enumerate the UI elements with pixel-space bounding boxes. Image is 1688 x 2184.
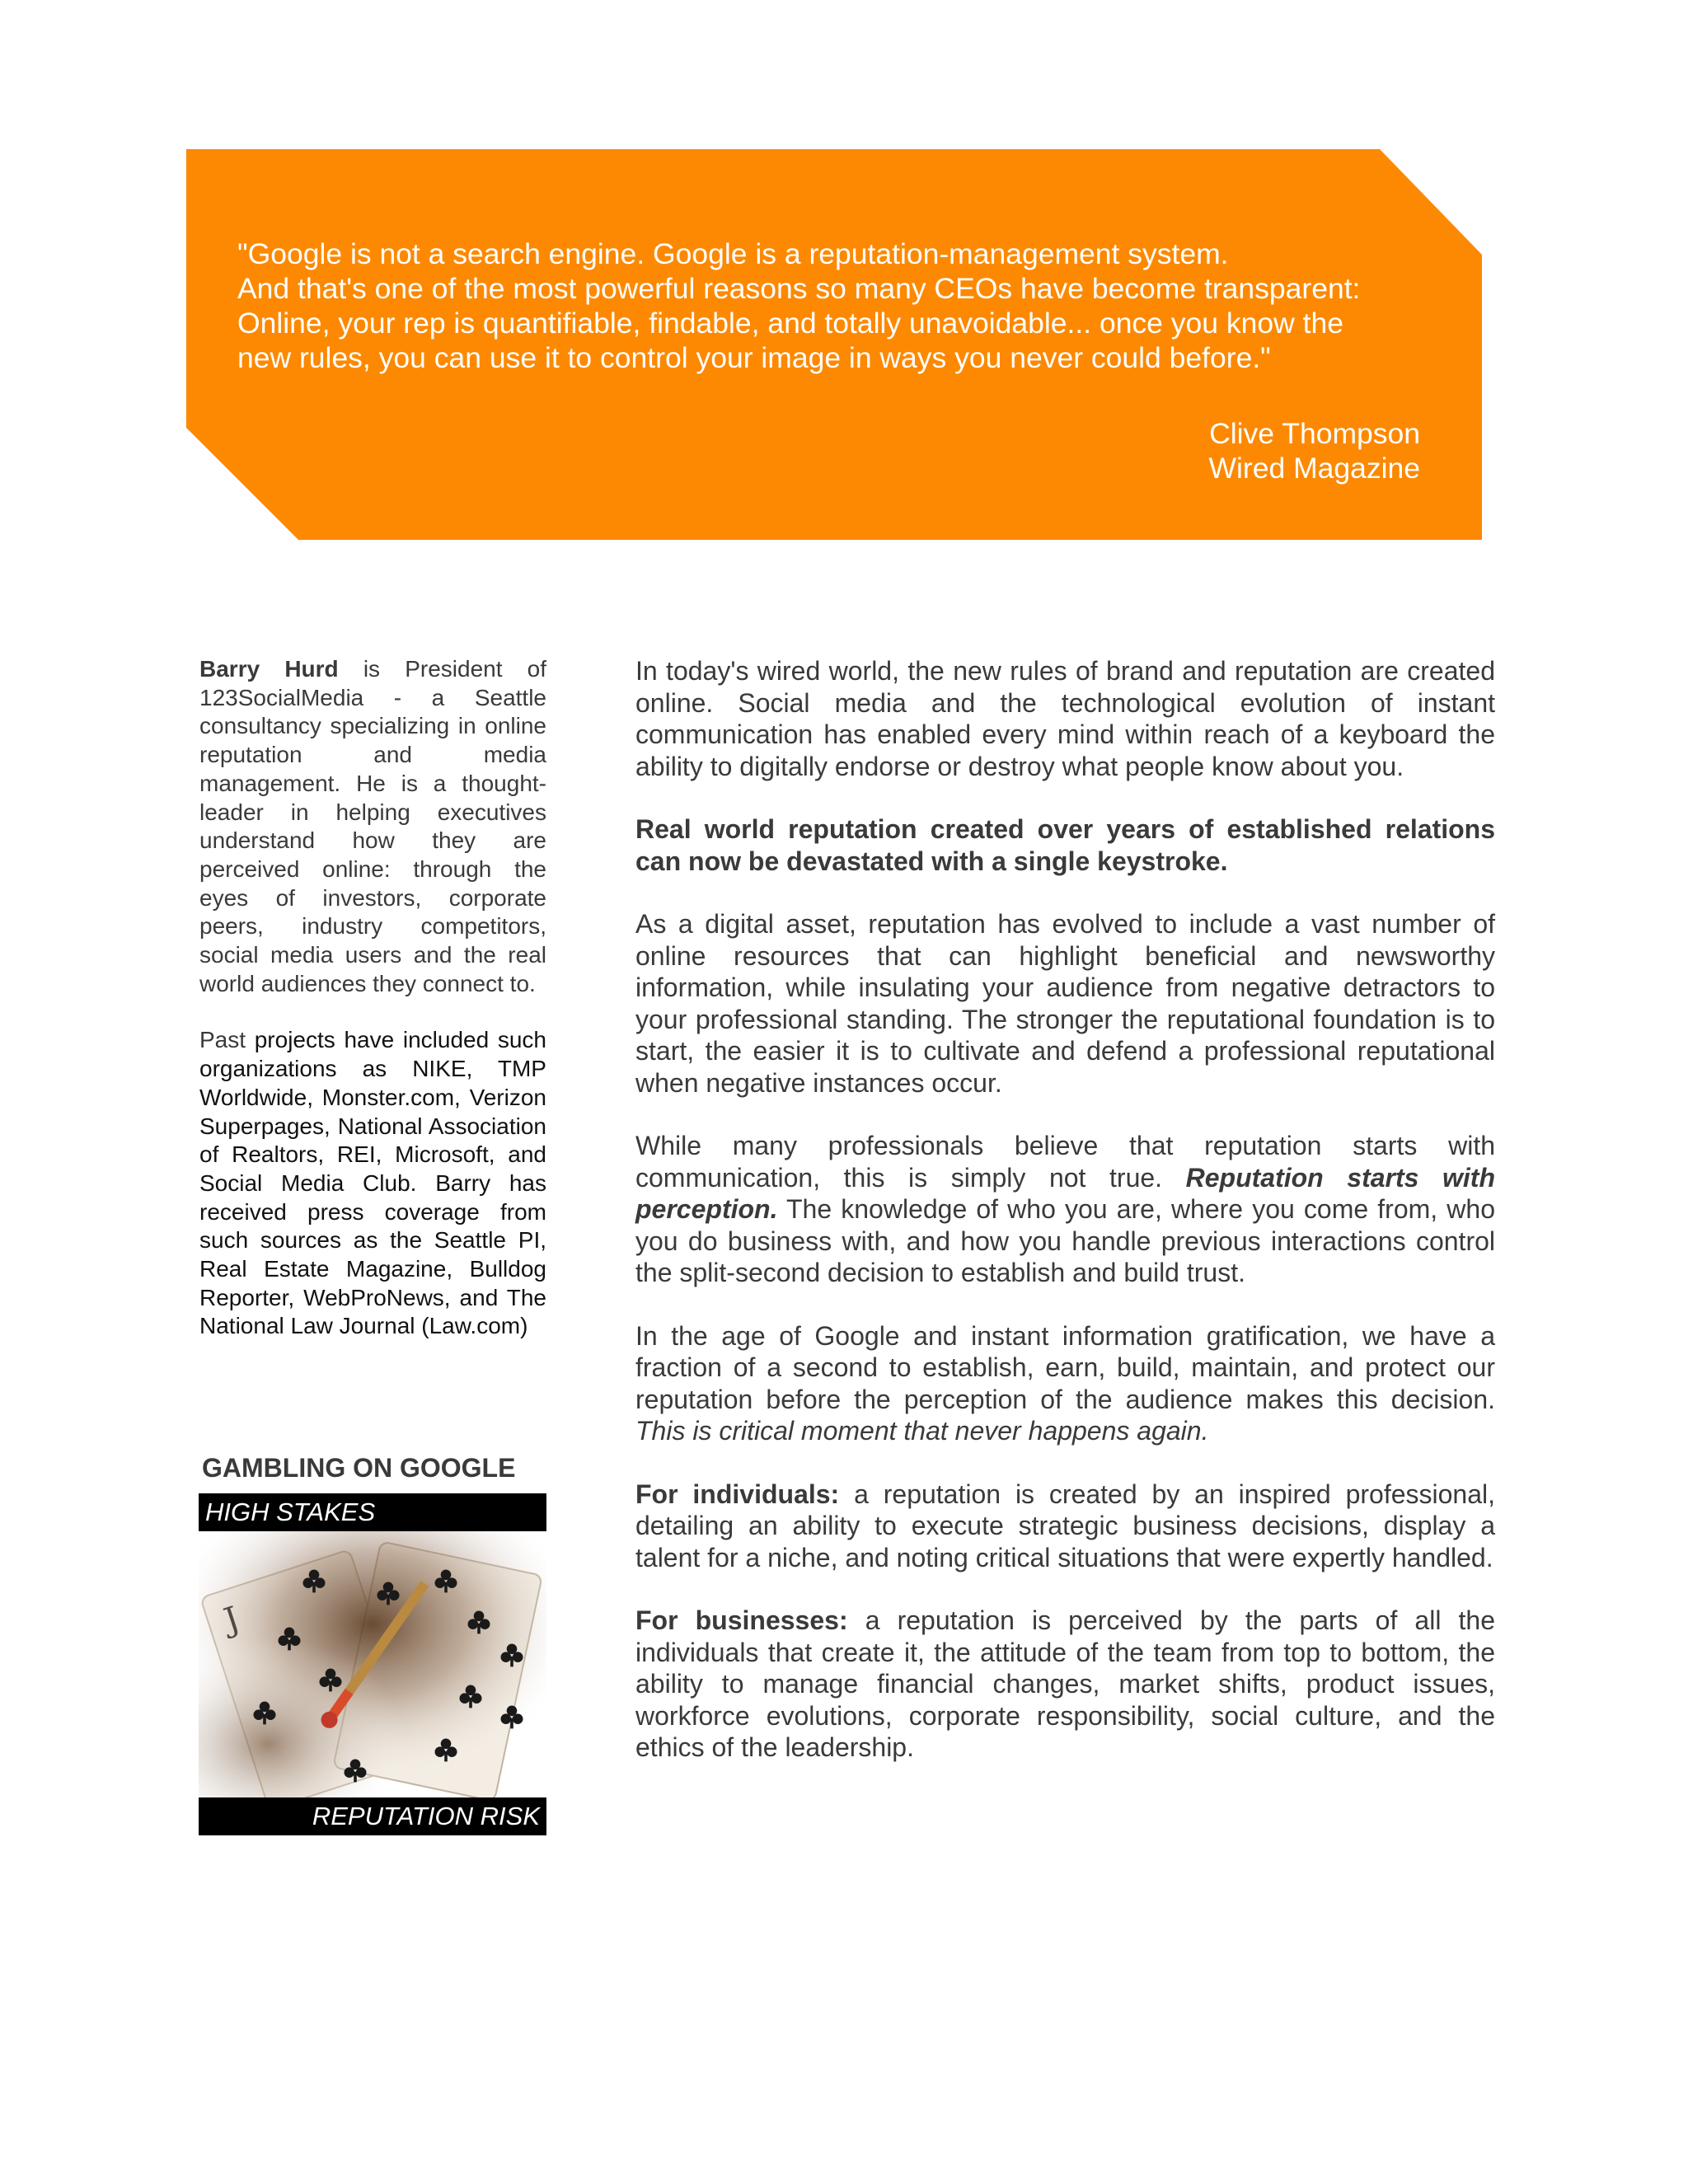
quote-text <box>237 237 1424 375</box>
quote-line: And that's one of the most powerful reasons so many CEOs have become transparent: <box>237 272 1361 305</box>
article-paragraph <box>635 1605 1495 1764</box>
bio-name: Barry Hurd <box>199 656 339 682</box>
main-article <box>635 655 1495 1795</box>
projects-paragraph <box>199 1026 546 1341</box>
p4-emphasis: Reputation starts with perception. <box>635 1162 1496 1224</box>
article-paragraph: In today's wired world, the new rules of brand and reputation are created online. Social media and the technological evolution of instant communication has enabled every mind within reach of a keyboard the ability to digitally endorse or destroy what people know about you. <box>635 656 1495 781</box>
article-paragraph <box>635 1479 1495 1574</box>
businesses-lead: For businesses: <box>635 1605 848 1635</box>
quote-source: Wired Magazine <box>1208 452 1420 485</box>
quote-attribution <box>1209 416 1421 485</box>
bio-text: is President of 123SocialMedia - a Seattle consultancy specializing in online reputation and media management. He is a thought-leader in helping executives understand how they are perceived online: through the eyes of investors, corporate peers, industry competitors, social media users and the real world audiences they connect to. <box>199 656 547 996</box>
p5-text-a: In the age of Google and instant information gratification, we have a fraction of a second to establish, earn, build, maintain, and protect our reputation before the perception of the audience makes this decision. <box>635 1320 1495 1414</box>
quote-line: "Google is not a search engine. Google is a reputation-management system. <box>237 237 1229 270</box>
bio-paragraph <box>199 655 546 998</box>
gambling-title: GAMBLING ON GOOGLE <box>202 1453 516 1483</box>
businesses-text: a reputation is perceived by the parts of all the individuals that create it, the attitude of the team from top to bottom, the ability to manage financial changes, market shifts, product issues, workforce evolutions, corporate responsibility, social culture, and the ethics of the leadership. <box>635 1605 1496 1762</box>
p4-text-a: While many professionals believe that reputation starts with communication, this is simply not true. <box>635 1131 1495 1193</box>
p4-text-c: The knowledge of who you are, where you come from, who you do business with, and how you handle previous interactions control the split-second decision to establish and build trust. <box>635 1194 1495 1287</box>
quote-author: Clive Thompson <box>1209 417 1420 450</box>
article-paragraph <box>635 1130 1495 1289</box>
p5-emphasis: This is critical moment that never happens again. <box>635 1416 1209 1446</box>
promo-top-label: HIGH STAKES <box>199 1493 546 1531</box>
playing-cards-illustration <box>199 1531 546 1797</box>
quote-line: new rules, you can use it to control your image in ways you never could before." <box>237 341 1271 374</box>
author-bio-sidebar <box>199 655 546 1369</box>
individuals-lead: For individuals: <box>635 1479 840 1509</box>
article-paragraph: As a digital asset, reputation has evolved to include a vast number of online resources that can highlight beneficial and newsworthy information, while insulating your audience from negative detractors to your professional standing. The stronger the reputational foundation is to start, the easier it is to cultivate and defend a professional reputational when negative instances occur. <box>635 909 1495 1098</box>
projects-intro: Past <box>199 1027 255 1053</box>
individuals-text: a reputation is created by an inspired professional, detailing an ability to execute strategic business decisions, display a talent for a niche, and noting critical situations that were expertly handled. <box>635 1479 1496 1572</box>
article-highlight: Real world reputation created over years of established relations can now be devastated with a single keystroke. <box>635 814 1495 876</box>
projects-text: projects have included such organizations as NIKE, TMP Worldwide, Monster.com, Verizon Superpages, National Association of Realtors, REI, Microsoft, and Social Media Club. Barry has received press coverage from such sources as the Seattle PI, Real Estate Magazine, Bulldog Reporter, WebProNews, and The National Law Journal (Law.com) <box>199 1027 546 1339</box>
book-promo-image <box>199 1493 546 1835</box>
article-paragraph <box>635 1320 1495 1447</box>
promo-bottom-label: REPUTATION RISK <box>199 1797 546 1835</box>
quote-line: Online, your rep is quantifiable, findable, and totally unavoidable... once you know the <box>237 307 1343 340</box>
